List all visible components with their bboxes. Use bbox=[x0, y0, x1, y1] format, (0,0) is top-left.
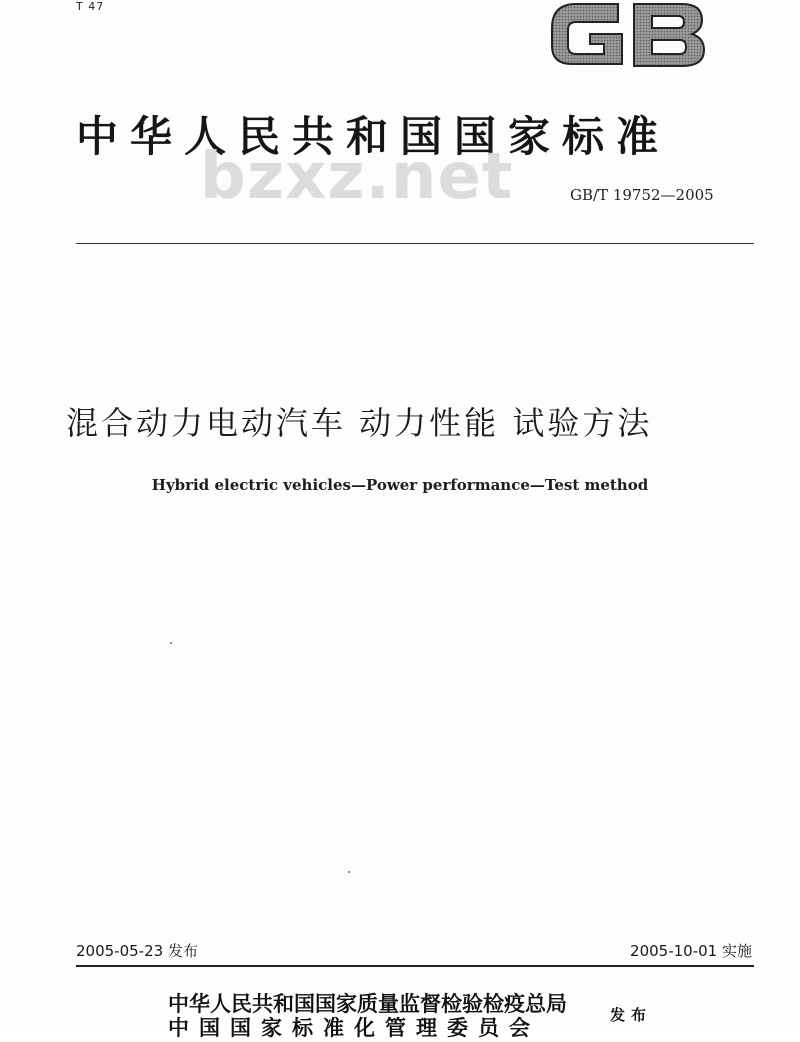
document-title-chinese: 混合动力电动汽车 动力性能 试验方法 bbox=[66, 404, 653, 442]
publish-label: 发布 bbox=[610, 1006, 653, 1024]
issue-date: 2005-05-23 发布 bbox=[76, 942, 198, 960]
standard-type-title: 中华人民共和国国家标准 bbox=[76, 112, 671, 161]
document-title-english: Hybrid electric vehicles—Power performance—Test method bbox=[151, 476, 649, 494]
standard-number: GB/T 19752—2005 bbox=[570, 186, 714, 204]
header-divider bbox=[76, 243, 754, 244]
implementation-date: 2005-10-01 实施 bbox=[630, 942, 752, 960]
gb-logo bbox=[546, 0, 710, 72]
issuer-sac: 中国国家标准化管理委员会 bbox=[168, 1015, 540, 1040]
footer-divider bbox=[76, 965, 754, 967]
issuer-aqsiq: 中华人民共和国国家质量监督检验检疫总局 bbox=[168, 991, 567, 1016]
scan-speck bbox=[348, 871, 350, 873]
classification-code: T 47 bbox=[76, 0, 105, 13]
watermark: bzxz.net bbox=[200, 140, 514, 214]
scan-speck bbox=[170, 642, 172, 644]
